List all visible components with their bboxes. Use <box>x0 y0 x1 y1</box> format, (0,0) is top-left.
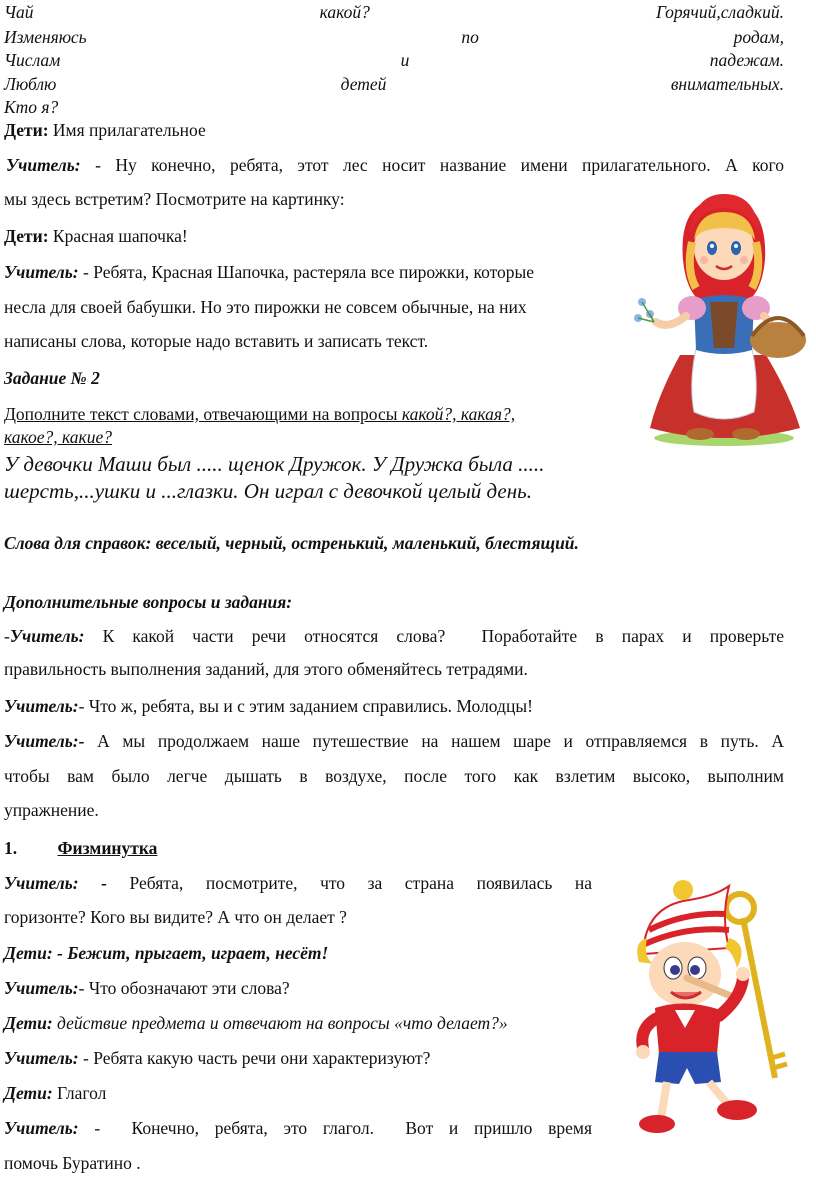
story-text-line-1: У девочки Маши был ..... щенок Дружок. У Дружка была ..... <box>4 452 545 476</box>
paragraph-teacher-8: Учитель: - Ребята какую часть речи они характеризуют? <box>4 1048 431 1068</box>
paragraph-teacher-7: Учитель:- Что обозначают эти слова? <box>4 978 290 998</box>
riddle-line-2: Изменяюсь по родам, <box>4 27 784 47</box>
paragraph-teacher-1-line-1: Учитель: - Ну конечно, ребята, этот лес носит название имени прилагательного. А кого <box>6 155 784 175</box>
task-heading: Задание № 2 <box>4 368 100 388</box>
section-heading: 1. Физминутка <box>4 838 158 858</box>
reference-words: Слова для справок: веселый, черный, остренький, маленький, блестящий. <box>4 533 579 553</box>
paragraph-teacher-5-line-2: чтобы вам было легче дышать в воздухе, после того как взлетим высоко, выполним <box>4 766 784 786</box>
pinocchio-illustration <box>625 878 790 1143</box>
paragraph-children-answer-3: Дети: - Бежит, прыгает, играет, несёт! <box>4 943 329 963</box>
paragraph-teacher-9-line-1: Учитель: - Конечно, ребята, это глагол. Вот и пришло время <box>4 1118 592 1138</box>
paragraph-children-answer-1: Дети: Имя прилагательное <box>4 120 206 140</box>
paragraph-teacher-2-line-3: написаны слова, которые надо вставить и записать текст. <box>4 331 429 351</box>
paragraph-teacher-1-line-2: мы здесь встретим? Посмотрите на картинку: <box>4 189 345 209</box>
paragraph-teacher-3-line-2: правильность выполнения заданий, для этого обменяйтесь тетрадями. <box>4 659 528 679</box>
paragraph-teacher-3-line-1: -Учитель: К какой части речи относятся слова? Поработайте в парах и проверьте <box>4 626 784 646</box>
extra-questions-heading: Дополнительные вопросы и задания: <box>4 592 293 612</box>
riddle-question: Кто я? <box>4 97 59 117</box>
paragraph-teacher-2-line-2: несла для своей бабушки. Но это пирожки не совсем обычные, на них <box>4 297 527 317</box>
red-riding-hood-illustration <box>628 190 813 450</box>
paragraph-teacher-5-line-3: упражнение. <box>4 800 99 820</box>
riddle-line-4: Люблю детей внимательных. <box>4 74 784 94</box>
paragraph-teacher-5-line-1: Учитель:- А мы продолжаем наше путешествие на нашем шаре и отправляемся в путь. А <box>4 731 784 751</box>
paragraph-teacher-9-line-2: помочь Буратино . <box>4 1153 141 1173</box>
paragraph-teacher-6-line-2: горизонте? Кого вы видите? А что он делает ? <box>4 907 347 927</box>
paragraph-teacher-2-line-1: Учитель: - Ребята, Красная Шапочка, растеряла все пирожки, которые <box>4 262 535 282</box>
task-instruction-line-2: какое?, какие? <box>4 427 112 447</box>
story-text-line-2: шерсть,...ушки и ...глазки. Он играл с девочкой целый день. <box>4 479 532 503</box>
riddle-line-3: Числам и падежам. <box>4 50 784 70</box>
paragraph-children-answer-5: Дети: Глагол <box>4 1083 107 1103</box>
task-instruction-line-1: Дополните текст словами, отвечающими на вопросы какой?, какая?, <box>4 404 516 424</box>
paragraph-children-answer-2: Дети: Красная шапочка! <box>4 226 188 246</box>
paragraph-teacher-4: Учитель:- Что ж, ребята, вы и с этим заданием справились. Молодцы! <box>4 696 533 716</box>
paragraph-teacher-6-line-1: Учитель: - Ребята, посмотрите, что за страна появилась на <box>4 873 592 893</box>
riddle-line-1: Чай какой? Горячий,сладкий. <box>4 2 784 22</box>
paragraph-children-answer-4: Дети: действие предмета и отвечают на вопросы «что делает?» <box>4 1013 508 1033</box>
